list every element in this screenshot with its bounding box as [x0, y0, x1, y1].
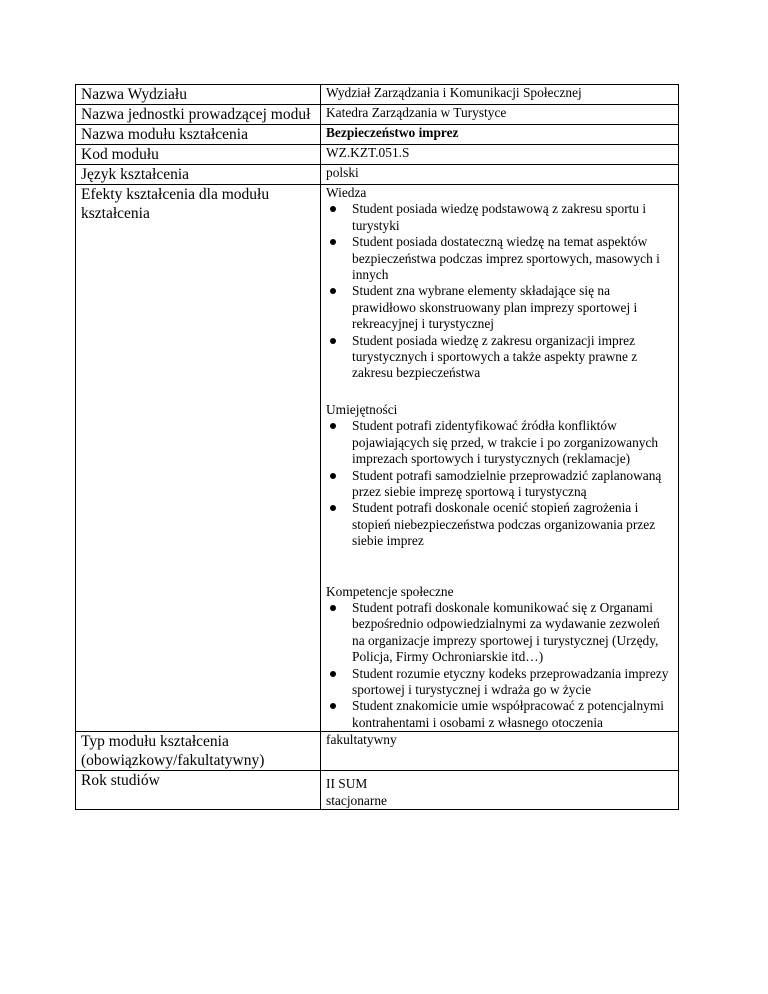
unit-value: Katedra Zarządzania w Turystyce — [321, 105, 679, 125]
year-label: Rok studiów — [76, 771, 321, 810]
module-description-table — [75, 84, 679, 810]
table-row — [76, 125, 679, 145]
skills-title: Umiejętności — [326, 401, 398, 417]
table-row — [76, 85, 679, 105]
year-text: II SUM — [326, 776, 368, 792]
module-type-value: fakultatywny — [321, 732, 679, 771]
language-label: Język kształcenia — [76, 165, 321, 185]
module-code-value: WZ.KZT.051.S — [321, 145, 679, 165]
list-item: Student potrafi zidentyfikować źródła konfliktów pojawiających się przed, w trakcie i po zorganizowanych imprezach sportowych i turystycznych (reklamacje) — [326, 418, 675, 467]
table-row — [76, 185, 679, 732]
list-item: Student posiada wiedzę podstawową z zakresu sportu i turystyki — [326, 201, 675, 234]
skills-list — [326, 418, 675, 549]
bullet-icon — [330, 505, 336, 511]
table-row — [76, 105, 679, 125]
list-item: Student potrafi samodzielnie przeprowadzić zaplanowaną przez siebie imprezę sportową i turystyczną — [326, 468, 675, 501]
language-value: polski — [321, 165, 679, 185]
list-item: Student potrafi doskonale ocenić stopień zagrożenia i stopień niebezpieczeństwa podczas organizowania przez siebie imprez — [326, 500, 675, 549]
list-item: Student posiada wiedzę z zakresu organizacji imprez turystycznych i sportowych a także aspekty prawne z zakresu bezpieczeństwa — [326, 333, 675, 382]
outcomes-label: Efekty kształcenia dla modułu kształcenia — [76, 185, 321, 732]
list-item: Student potrafi doskonale komunikować się z Organami bezpośrednio odpowiedzialnymi za wydawanie zezwoleń na organizacje imprezy sportowej i turystycznej (Urzędy, Policja, Firmy Ochroniarskie itd…) — [326, 600, 675, 666]
faculty-value: Wydział Zarządzania i Komunikacji Społecznej — [321, 85, 679, 105]
bullet-icon — [330, 288, 336, 294]
table-row — [76, 165, 679, 185]
bullet-icon — [330, 671, 336, 677]
list-item: Student znakomicie umie współpracować z potencjalnymi kontrahentami i osobami z własnego otoczenia — [326, 698, 675, 731]
bullet-icon — [330, 206, 336, 212]
table-row — [76, 771, 679, 810]
module-code-label: Kod modułu — [76, 145, 321, 165]
module-name-label: Nazwa modułu kształcenia — [76, 125, 321, 145]
list-item: Student rozumie etyczny kodeks przeprowadzania imprezy sportowej i turystycznej i wdraża go w życie — [326, 666, 675, 699]
table-row — [76, 145, 679, 165]
list-item: Student posiada dostateczną wiedzę na temat aspektów bezpieczeństwa podczas imprez sportowych, masowych i innych — [326, 234, 675, 283]
competences-list — [326, 600, 675, 731]
competences-title: Kompetencje społeczne — [326, 583, 454, 599]
bullet-icon — [330, 338, 336, 344]
bullet-icon — [330, 473, 336, 479]
knowledge-title: Wiedza — [326, 185, 367, 200]
bullet-icon — [330, 703, 336, 709]
knowledge-list — [326, 201, 675, 381]
unit-label: Nazwa jednostki prowadzącej moduł — [76, 105, 321, 125]
list-item: Student zna wybrane elementy składające się na prawidłowo skonstruowany plan imprezy sportowej i rekreacyjnej i turystycznej — [326, 283, 675, 332]
module-type-label: Typ modułu kształcenia (obowiązkowy/fakultatywny) — [76, 732, 321, 771]
study-mode-text: stacjonarne — [326, 792, 387, 808]
year-value — [321, 771, 679, 810]
module-name-value: Bezpieczeństwo imprez — [321, 125, 679, 145]
faculty-label: Nazwa Wydziału — [76, 85, 321, 105]
table-row — [76, 732, 679, 771]
bullet-icon — [330, 605, 336, 611]
outcomes-value — [321, 185, 679, 732]
bullet-icon — [330, 423, 336, 429]
bullet-icon — [330, 239, 336, 245]
